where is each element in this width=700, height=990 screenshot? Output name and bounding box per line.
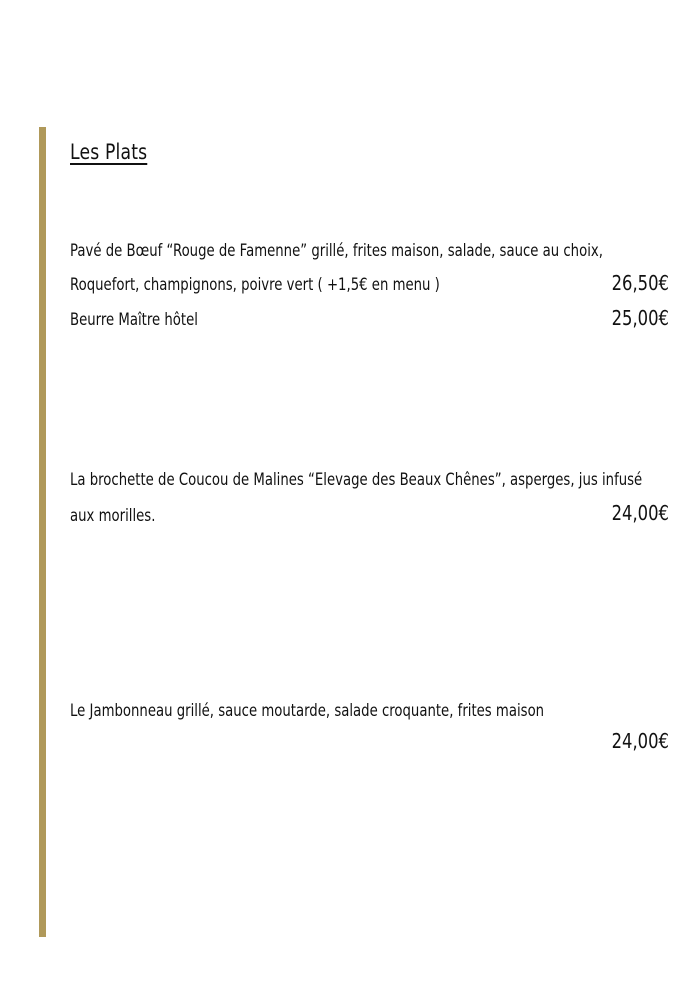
section-title: Les Plats: [70, 140, 148, 164]
dish-3-price: 24,00€: [611, 729, 669, 753]
dish-1-price: 26,50€: [611, 271, 669, 295]
dish-1-description-line-1: Pavé de Bœuf “Rouge de Famenne” grillé, frites maison, salade, sauce au choix,: [70, 241, 603, 261]
dish-2-description-line-2: aux morilles.: [70, 506, 156, 526]
dish-1-description-line-2: Roquefort, champignons, poivre vert ( +1,5€ en menu ): [70, 275, 440, 295]
dish-1-variant: Beurre Maître hôtel: [70, 310, 198, 330]
dish-2-price: 24,00€: [611, 501, 669, 525]
dish-3-description: Le Jambonneau grillé, sauce moutarde, salade croquante, frites maison: [70, 701, 545, 721]
accent-bar: [39, 127, 46, 937]
dish-2-description-line-1: La brochette de Coucou de Malines “Elevage des Beaux Chênes”, asperges, jus infusé: [70, 470, 643, 490]
dish-1-variant-price: 25,00€: [611, 306, 669, 330]
